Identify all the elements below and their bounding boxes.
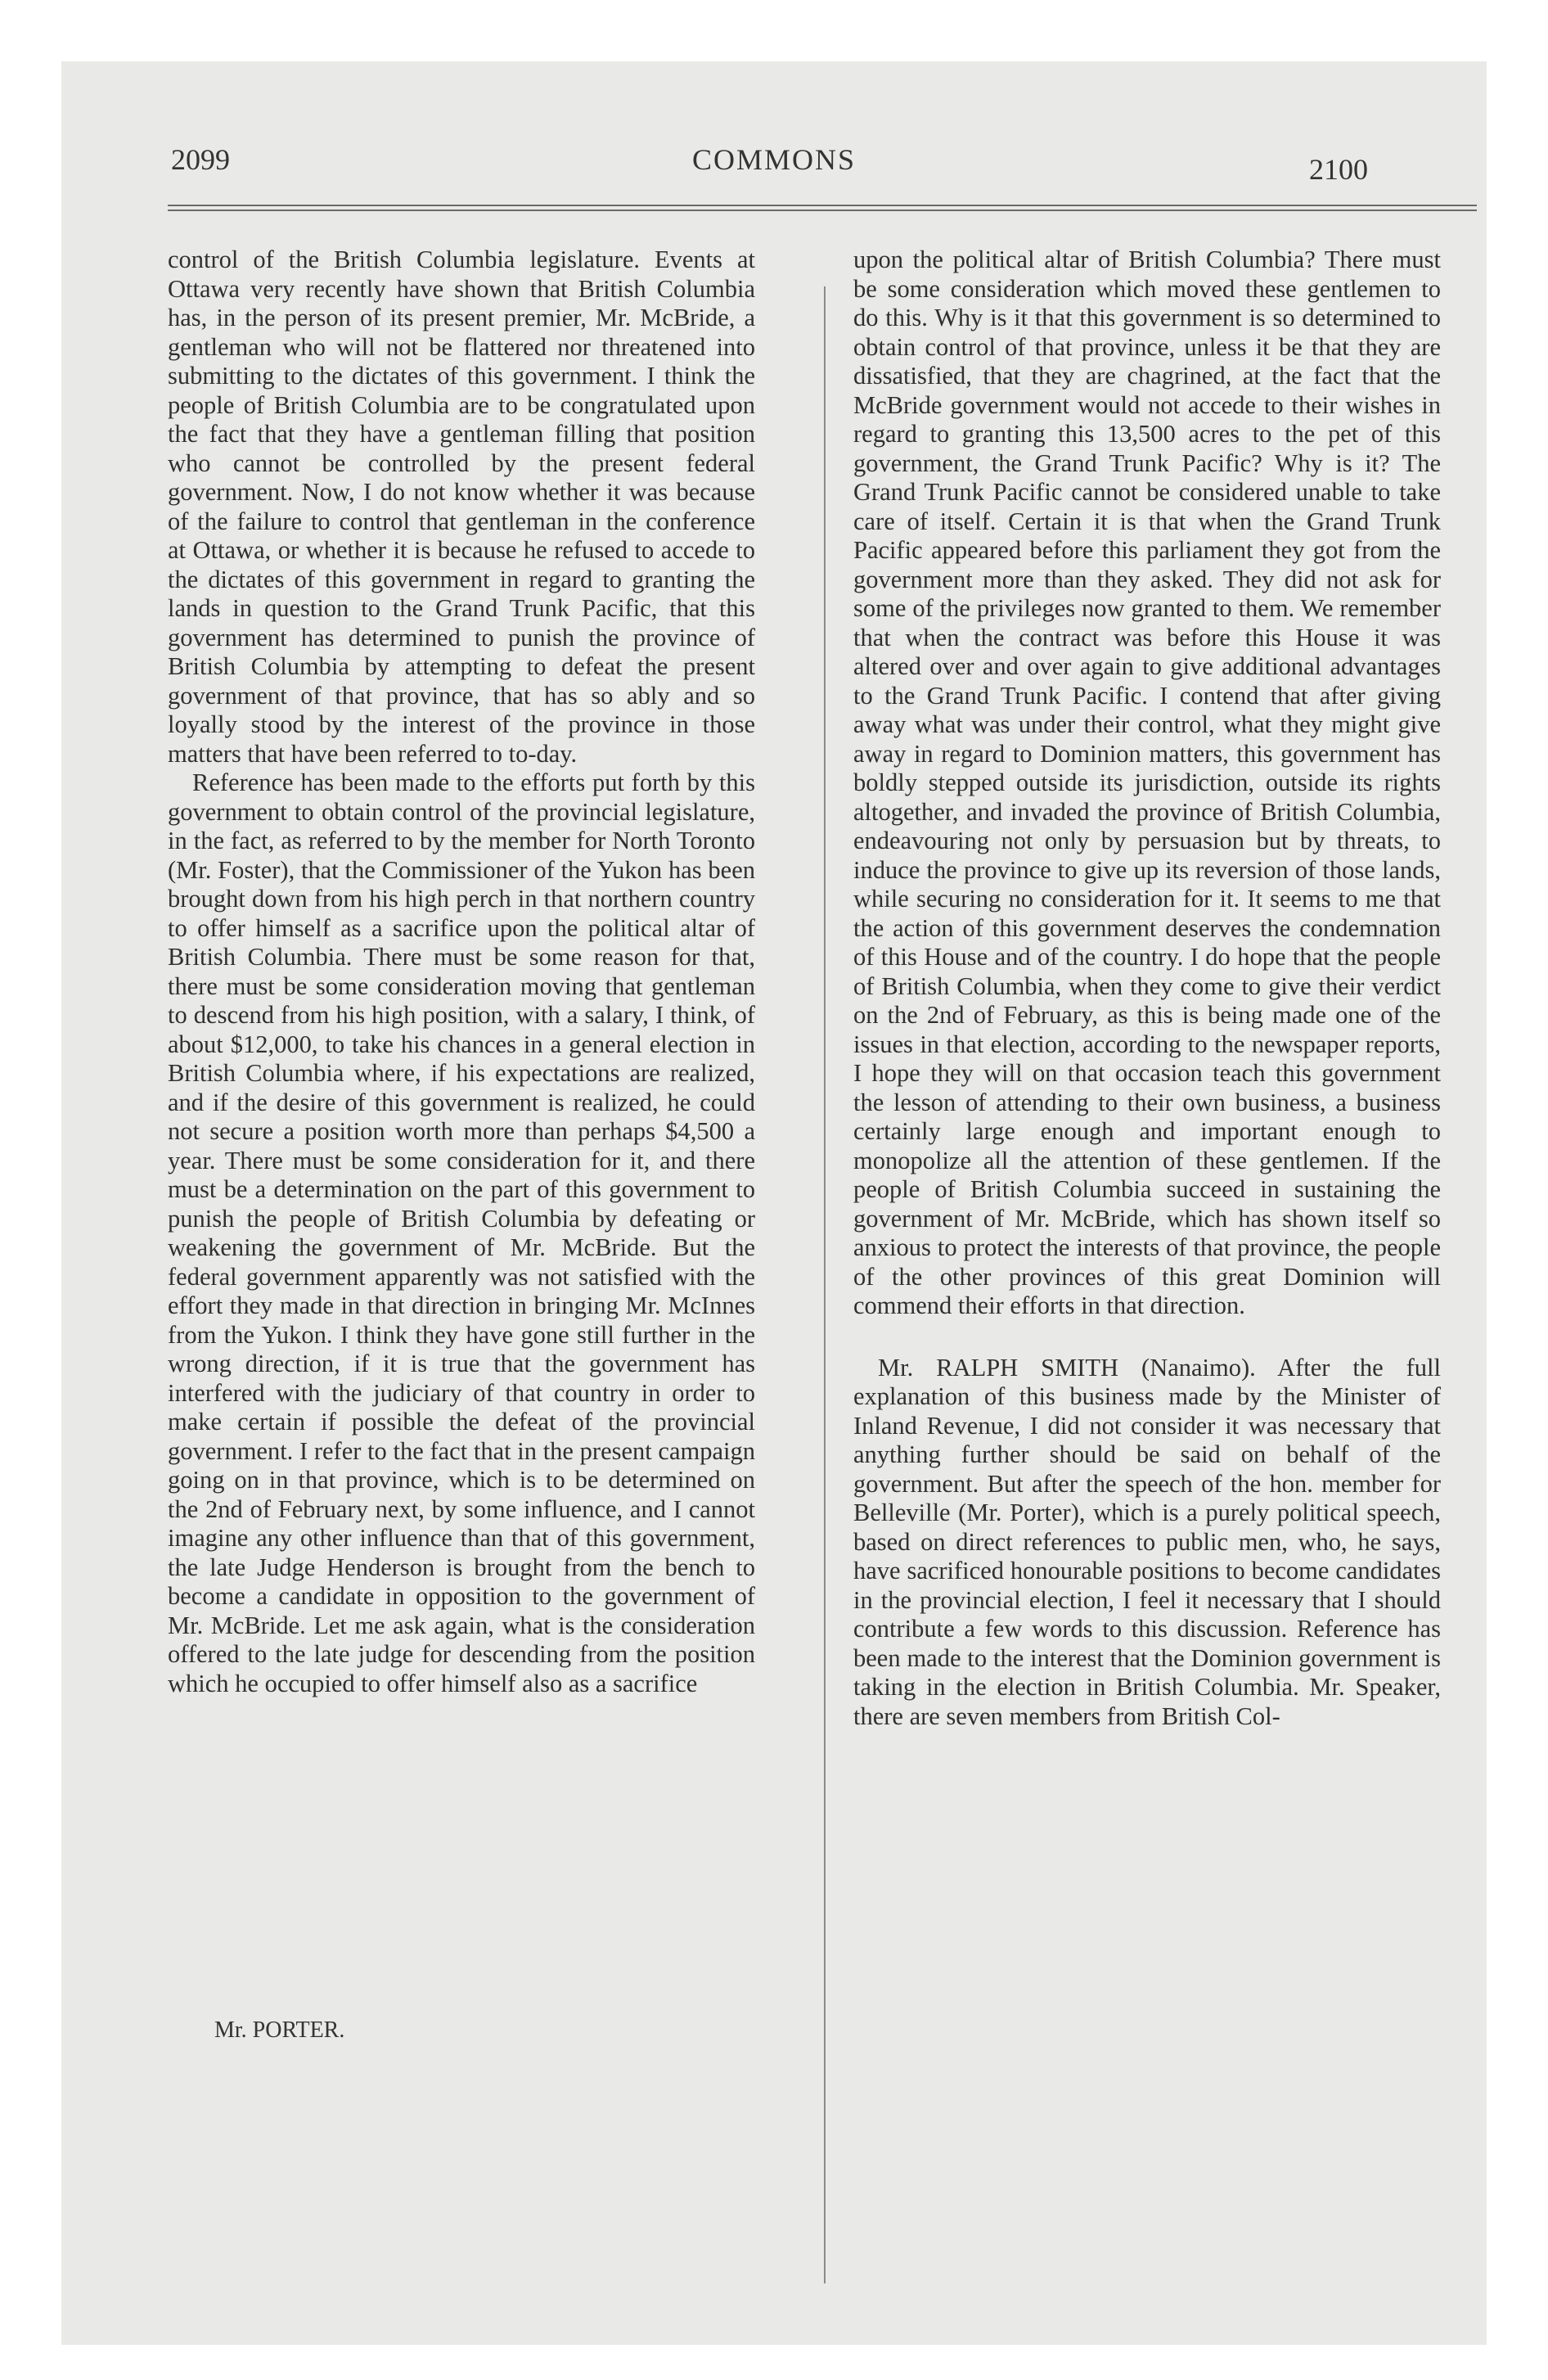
header-rule-bottom: [168, 210, 1477, 211]
paragraph: upon the political altar of British Columbia? There must be some consideration which moved these gentlemen to do this. Why is it that this government is so determined to obtain control of that province, unless it be that they are dissatisfied, that they are chagrined, at the fact that the McBride government would not accede to their wishes in regard to granting this 13,500 acres to the pet of this government, the Grand Trunk Pacific? Why is it? The Grand Trunk Pacific cannot be considered unable to take care of itself. Certain it is that when the Grand Trunk Pacific appeared before this parliament they got from the government more than they asked. They did not ask for some of the privileges now granted to them. We remember that when the contract was before this House it was altered over and over again to give additional advantages to the Grand Trunk Pacific. I contend that after giving away what was under their control, what they might give away in regard to Dominion matters, this government has boldly stepped outside its jurisdiction, outside its rights altogether, and invaded the province of British Columbia, endeavouring not only by persuasion but by threats, to induce the province to give up its reversion of those lands, while securing no consideration for it. It seems to me that the action of this government deserves the condemnation of this House and of the country. I do hope that the people of British Columbia, when they come to give their verdict on the 2nd of February, as this is being made one of the issues in that election, according to the newspaper reports, I hope they will on that occasion teach this government the lesson of attending to their own business, a business certainly large enough and important enough to monopolize all the attention of these gentlemen. If the people of British Columbia succeed in sustaining the government of Mr. McBride, which has shown itself so anxious to protect the interests of that province, the people of the other provinces of this great Dominion will commend their efforts in that direction.: [853, 246, 1441, 1319]
header-rule-top: [168, 205, 1477, 206]
paragraph: Mr. RALPH SMITH (Nanaimo). After the full explanation of this business made by the Minister of Inland Revenue, I did not consider it was necessary that anything further should be said on behalf of the government. But after the speech of the hon. member for Belleville (Mr. Porter), which is a purely political speech, based on direct references to public men, who, he says, have sacrificed honourable positions to become candidates in the provincial election, I feel it necessary that I should contribute a few words to this discussion. Reference has been made to the interest that the Dominion government is taking in the election in British Columbia. Mr. Speaker, there are seven members from British Col-: [853, 1353, 1441, 1730]
left-column: [168, 246, 755, 1698]
paragraph: Reference has been made to the efforts put forth by this government to obtain control of the provincial legislature, in the fact, as referred to by the member for North Toronto (Mr. Foster), that the Commissioner of the Yukon has been brought down from his high perch in that northern country to offer himself as a sacrifice upon the political altar of British Columbia. There must be some reason for that, there must be some consideration moving that gentleman to descend from his high position, with a salary, I think, of about $12,000, to take his chances in a general election in British Columbia where, if his expectations are realized, and if the desire of this government is realized, he could not secure a position worth more than perhaps $4,500 a year. There must be some consideration for it, and there must be a determination on the part of this government to punish the people of British Columbia by defeating or weakening the government of Mr. McBride. But the federal government apparently was not satisfied with the effort they made in that direction in bringing Mr. McInnes from the Yukon. I think they have gone still further in the wrong direction, if it is true that the government has interfered with the judiciary of that country in order to make certain if possible the defeat of the provincial government. I refer to the fact that in the present campaign going on in that province, which is to be determined on the 2nd of February next, by some influence, and I cannot imagine any other influence than that of this government, the late Judge Henderson is brought from the bench to become a candidate in opposition to the government of Mr. McBride. Let me ask again, what is the consideration offered to the late judge for descending from the position which he occupied to offer himself also as a sacrifice: [168, 769, 755, 1697]
right-column: [853, 246, 1441, 1731]
page-number-left: 2099: [171, 143, 230, 176]
page: [61, 61, 1487, 2345]
page-number-right: 2100: [1309, 153, 1368, 186]
column-divider: [824, 286, 826, 2283]
page-title: COMMONS: [691, 143, 857, 176]
paragraph: control of the British Columbia legislature. Events at Ottawa very recently have shown that British Columbia has, in the person of its present premier, Mr. McBride, a gentleman who will not be flattered nor threatened into submitting to the dictates of this government. I think the people of British Columbia are to be congratulated upon the fact that they have a gentleman filling that position who cannot be controlled by the present federal government. Now, I do not know whether it was because of the failure to control that gentleman in the conference at Ottawa, or whether it is because he refused to accede to the dictates of this government in regard to granting the lands in question to the Grand Trunk Pacific, that this government has determined to punish the province of British Columbia by attempting to defeat the present government of that province, that has so ably and so loyally stood by the interest of the province in those matters that have been referred to to-day.: [168, 246, 755, 768]
footer-speaker: Mr. PORTER.: [214, 2017, 345, 2043]
